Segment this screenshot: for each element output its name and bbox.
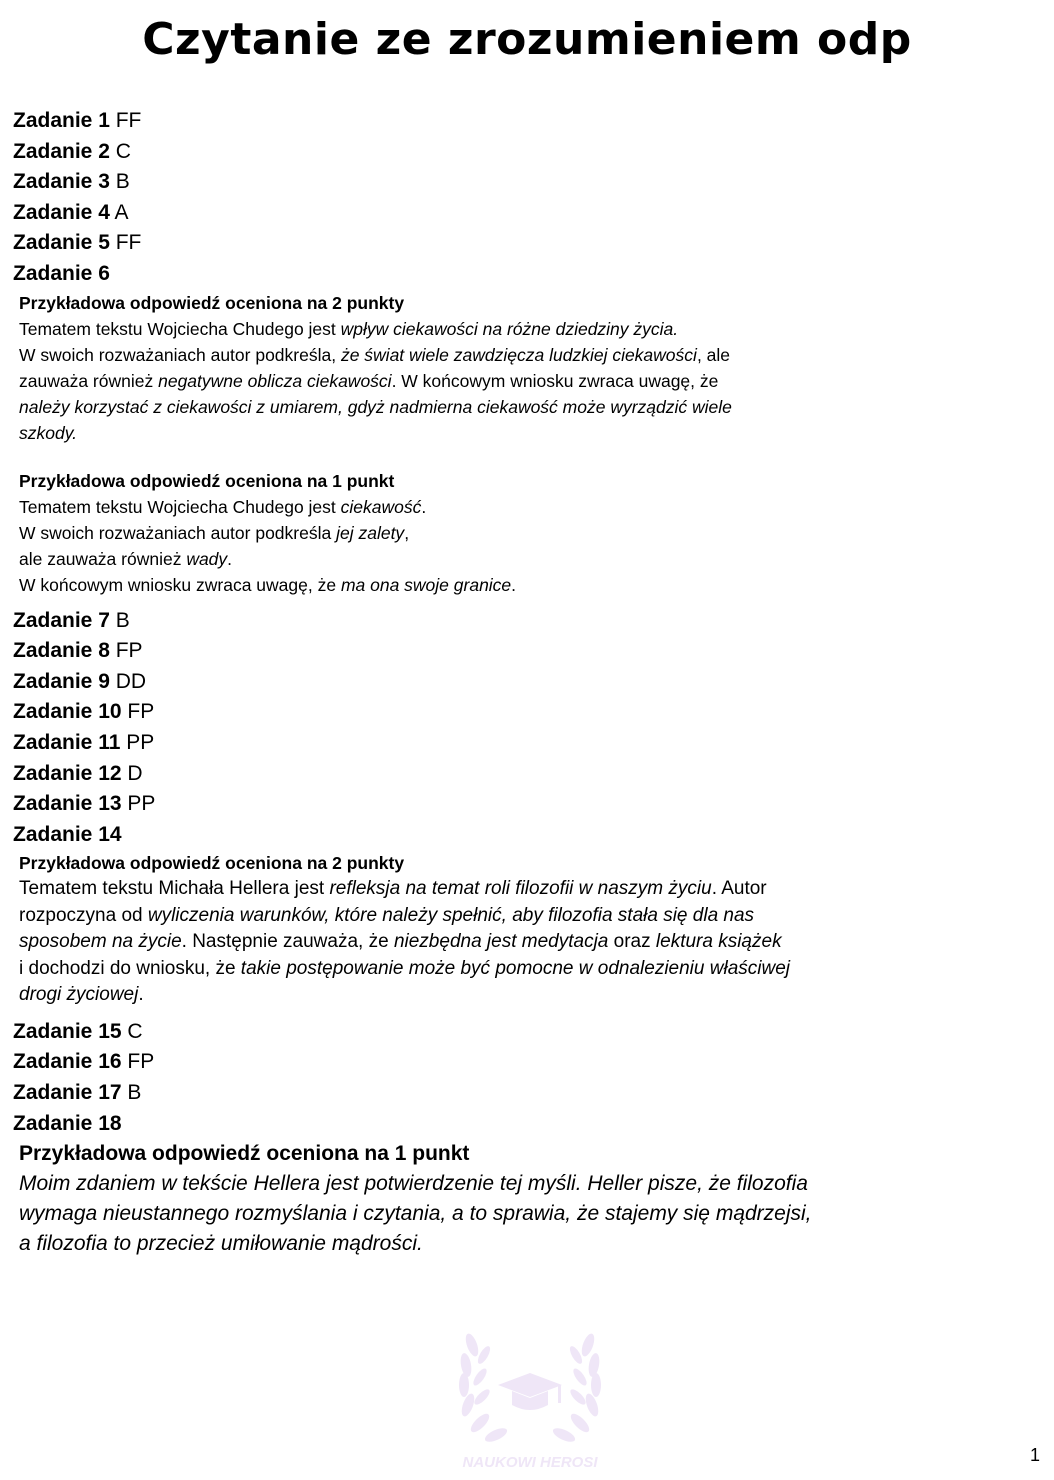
sample-text-italic: refleksja na temat roli filozofii w naszym życiu — [329, 878, 712, 900]
task-row — [13, 1017, 913, 1048]
sample-text: . — [511, 574, 517, 595]
sample-text: . — [421, 496, 427, 517]
page-title: Czytanie ze zrozumieniem odp — [142, 14, 912, 65]
task-row — [13, 198, 913, 229]
task-answer: FP — [109, 639, 143, 663]
task-answer: FF — [109, 231, 142, 255]
task-row — [13, 259, 913, 290]
sample-text-italic: drogi życiowej — [19, 984, 139, 1006]
task-row — [13, 820, 913, 851]
task-row — [13, 759, 913, 790]
task-label: Zadanie 2 — [13, 139, 110, 163]
task-row — [13, 1047, 913, 1078]
sample-text: W końcowym wniosku zwraca uwagę, — [19, 574, 318, 595]
task-row — [13, 1078, 913, 1109]
sample-text-italic: jej zalety — [336, 522, 405, 543]
sample-answer-2pt — [19, 290, 913, 446]
task-label: Zadanie 12 — [13, 761, 122, 785]
sample-text: Tematem tekstu Wojciecha Chudego jest — [19, 318, 341, 339]
sample-text-italic: wpływ ciekawości na różne dziedziny życia. — [340, 318, 679, 339]
task-row — [13, 697, 913, 728]
sample-text: rozpoczyna od — [19, 904, 148, 926]
sample-text-italic: szkody. — [19, 422, 78, 443]
laurel-wreath-icon — [450, 1325, 610, 1475]
task-answer: PP — [121, 792, 156, 816]
task-label: Zadanie 4 — [13, 200, 110, 224]
tasks-group-b — [13, 606, 913, 851]
tasks-group-c — [13, 1017, 913, 1139]
sample-text: . — [138, 984, 144, 1006]
task-label: Zadanie 17 — [13, 1081, 122, 1104]
tasks-group-a — [13, 106, 913, 290]
sample-text: ale zauważa również — [19, 548, 187, 569]
sample-body — [19, 1169, 913, 1259]
task-answer: C — [109, 139, 131, 163]
sample-answer-1pt — [19, 468, 913, 598]
sample-text-italic: wyliczenia warunków, które należy spełnić, aby filozofia stała się dla nas — [147, 904, 755, 926]
sample-text: . Autor — [711, 878, 767, 900]
task-row — [13, 106, 913, 137]
sample-text-italic: lektura książek — [655, 931, 782, 953]
sample-heading: Przykładowa odpowiedź oceniona na 2 punkty — [19, 853, 405, 874]
task-label: Zadanie 16 — [13, 1050, 122, 1074]
task-row — [13, 789, 913, 820]
sample-body — [19, 494, 913, 598]
task-row — [13, 1109, 913, 1140]
sample-heading: Przykładowa odpowiedź oceniona na 2 punkty — [19, 292, 405, 313]
task-row — [13, 137, 913, 168]
sample-text: . — [227, 548, 233, 569]
sample-text: . Następnie zauważa, że — [181, 931, 394, 953]
task-label: Zadanie 9 — [13, 669, 110, 693]
sample-text-italic: należy korzystać z ciekawości z umiarem, gdyż nadmierna ciekawość może wyrządzić wiele — [19, 396, 732, 417]
task-label: Zadanie 14 — [13, 822, 122, 846]
sample-text-italic: a filozofia to przecież umiłowanie mądrości. — [19, 1232, 423, 1256]
sample-text-italic: wady — [186, 548, 228, 569]
sample-text-italic: ma ona swoje granice — [340, 574, 512, 595]
sample-text-italic: Moim zdaniem w tekście Hellera jest potwierdzenie tej myśli. Heller pisze, że filozofia — [19, 1172, 808, 1196]
sample-answer-1pt — [19, 1139, 913, 1259]
sample-answer-2pt — [19, 850, 913, 1009]
sample-heading: Przykładowa odpowiedź oceniona na 1 punkt — [19, 1142, 470, 1166]
task-answer: FP — [121, 1050, 155, 1074]
sample-body — [19, 876, 913, 1009]
sample-text-italic: takie postępowanie może być pomocne w odnalezieniu właściwej — [240, 957, 790, 979]
task-answer: C — [121, 1019, 143, 1043]
task-answer: A — [109, 200, 129, 224]
sample-text: oraz — [608, 931, 656, 953]
watermark-logo — [450, 1325, 610, 1475]
sample-body — [19, 316, 913, 446]
sample-text: zauważa również — [19, 370, 159, 391]
sample-text: , — [404, 522, 410, 543]
sample-text: W swoich rozważaniach autor podkreśla — [19, 522, 337, 543]
sample-text: Tematem tekstu Michała Hellera jest — [19, 878, 330, 900]
sample-text: że — [317, 574, 341, 595]
task-label: Zadanie 10 — [13, 700, 122, 724]
sample-text: Tematem tekstu Wojciecha Chudego jest — [19, 496, 341, 517]
task-row — [13, 228, 913, 259]
task-answer: D — [121, 761, 143, 785]
sample-heading: Przykładowa odpowiedź oceniona na 1 punkt — [19, 470, 395, 491]
task-label: Zadanie 7 — [13, 608, 110, 632]
sample-text-italic: negatywne oblicza ciekawości — [158, 370, 392, 391]
task-row — [13, 606, 913, 637]
task-answer: B — [109, 170, 130, 194]
task-row — [13, 667, 913, 698]
task-label: Zadanie 13 — [13, 792, 122, 816]
task-label: Zadanie 3 — [13, 170, 110, 194]
sample-text-italic: sposobem na życie — [19, 931, 182, 953]
sample-text: W swoich rozważaniach autor podkreśla, — [19, 344, 341, 365]
task-label: Zadanie 8 — [13, 639, 110, 663]
watermark-text: NAUKOWI HEROSI — [462, 1454, 598, 1471]
sample-text-italic: niezbędna jest medytacja — [393, 931, 609, 953]
task-answer: PP — [120, 730, 155, 754]
task-label: Zadanie 6 — [13, 261, 110, 285]
task-answer: B — [121, 1081, 142, 1104]
task-row — [13, 167, 913, 198]
sample-text: . W końcowym wniosku zwraca uwagę, że — [391, 370, 719, 391]
sample-text: , ale — [696, 344, 731, 365]
task-row — [13, 728, 913, 759]
sample-text-italic: ciekawość — [340, 496, 422, 517]
sample-text-italic: wymaga nieustannego rozmyślania i czytania, a to sprawia, że stajemy się mądrzejsi, — [19, 1202, 812, 1226]
sample-text-italic: że świat wiele zawdzięcza ludzkiej ciekawości — [340, 344, 697, 365]
task-label: Zadanie 15 — [13, 1019, 122, 1043]
task-label: Zadanie 5 — [13, 231, 110, 255]
task-answer: B — [109, 608, 130, 632]
task-label: Zadanie 18 — [13, 1111, 122, 1135]
page-number: 1 — [1029, 1445, 1040, 1465]
task-row — [13, 636, 913, 667]
task-answer: FF — [109, 109, 142, 132]
answers-content — [13, 106, 913, 1259]
task-label: Zadanie 11 — [13, 730, 121, 754]
sample-text: i dochodzi do wniosku, że — [19, 957, 241, 979]
task-label: Zadanie 1 — [13, 109, 110, 132]
task-answer: FP — [121, 700, 155, 724]
task-answer: DD — [109, 669, 147, 693]
